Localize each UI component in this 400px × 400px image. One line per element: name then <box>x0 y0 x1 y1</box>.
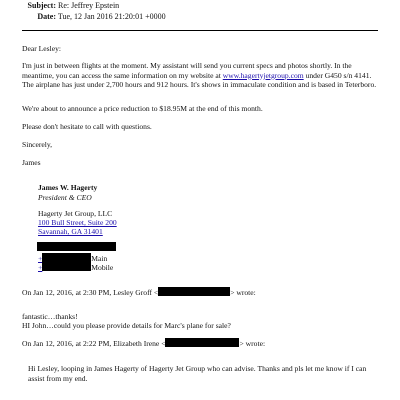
quote-2-body: Hi Lesley, looping in James Hagerty of Hagerty Jet Group who can advise. Thanks and pls let me know if I can assist from my end. <box>28 364 367 383</box>
redaction-block <box>158 287 230 296</box>
closing: Sincerely, <box>22 140 53 149</box>
sender-name: James <box>22 158 41 167</box>
greeting: Dear Lesley: <box>22 44 62 53</box>
date-row <box>0 12 166 22</box>
subject-label: Subject: <box>27 1 56 10</box>
paragraph-price: We're about to announce a price reduction to $18.95M at the end of this month. <box>22 104 263 113</box>
redaction-block <box>37 242 116 251</box>
paragraph-questions: Please don't hesitate to call with questions. <box>22 122 152 131</box>
paragraph-specs <box>22 61 378 90</box>
phone-mobile-row <box>38 262 113 273</box>
quote-header-2-prefix: On Jan 12, 2016, at 2:22 PM, Elizabeth Irene < <box>22 339 166 348</box>
quote-header-1 <box>22 287 256 298</box>
phone-main-link[interactable]: + <box>38 254 43 263</box>
quote-header-2 <box>22 338 265 349</box>
signature-name: James W. Hagerty <box>38 183 98 192</box>
website-link[interactable]: www.hagertyjetgroup.com <box>222 70 304 80</box>
date-label: Date: <box>37 12 56 21</box>
signature-address-line1[interactable]: 100 Bull Street, Suite 200 <box>38 218 117 227</box>
paragraph-specs-part2: under G450 s/n 4141. The airplane has just under 2,700 hours and 912 hours. It's shows in immaculate condition and is based in Teterboro. <box>22 70 377 90</box>
redaction-block <box>165 338 239 347</box>
phone-main-label: Main <box>91 254 108 263</box>
date-value: Tue, 12 Jan 2016 21:20:01 +0000 <box>57 12 166 21</box>
subject-value: Re: Jeffrey Epstein <box>58 1 120 10</box>
redaction-block <box>42 262 91 271</box>
quote-1-line2: HI John…could you please provide details for Marc's plane for sale? <box>22 321 231 330</box>
paragraph-specs-part1: I'm just in between flights at the moment. My assistant will send you current specs and photos shortly. In the meantime, you can access the same information on my website at <box>22 61 352 80</box>
phone-mobile-link[interactable]: + <box>38 263 43 272</box>
quote-header-1-suffix: > wrote: <box>230 288 256 297</box>
subject-row <box>0 1 119 11</box>
quote-header-1-prefix: On Jan 12, 2016, at 2:30 PM, Lesley Groff < <box>22 288 159 297</box>
signature-title: President & CEO <box>38 193 92 202</box>
quote-header-2-suffix: > wrote: <box>239 339 266 348</box>
redaction-block <box>42 253 91 262</box>
phone-mobile-label: Mobile <box>91 263 114 272</box>
header-divider <box>22 30 378 31</box>
signature-company: Hagerty Jet Group, LLC <box>38 209 113 218</box>
signature-address-line2[interactable]: Savannah, GA 31401 <box>38 227 103 236</box>
quote-1-line1: fantastic…thanks! <box>22 312 78 321</box>
